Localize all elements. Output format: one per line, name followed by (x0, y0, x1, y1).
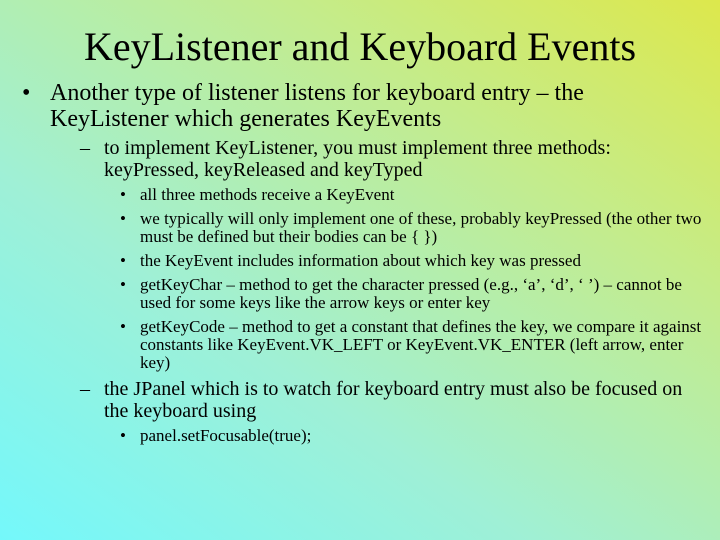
list-item-text: getKeyCode – method to get a constant that defines the key, we compare it against constants like KeyEvent.VK_LEFT or KeyEvent.VK_ENTER (left arrow, enter key) (140, 317, 702, 372)
sub-bullet-text: the JPanel which is to watch for keyboard entry must also be focused on the keyboard using (104, 378, 683, 422)
list-item-text: getKeyChar – method to get the character pressed (e.g., ‘a’, ‘d’, ‘ ’) – cannot be used for some keys like the arrow keys or enter key (140, 275, 682, 312)
bullet-main-text: Another type of listener listens for keyboard entry – the KeyListener which generates KeyEvents (50, 80, 584, 132)
list-item-text: we typically will only implement one of these, probably keyPressed (the other two must be defined but their bodies can be { }) (140, 209, 702, 246)
list-item-text: panel.setFocusable(true); (140, 426, 312, 445)
slide-title: KeyListener and Keyboard Events (83, 24, 637, 69)
bullet-marker: • (120, 209, 126, 228)
bullet-marker: • (22, 80, 31, 106)
bullet-list (22, 80, 702, 451)
bullet-marker: • (120, 275, 126, 294)
list-item (104, 186, 702, 204)
sub-bullet-implement (50, 137, 702, 372)
sub-sub-bullet-list (104, 186, 702, 372)
list-item (104, 210, 702, 246)
sub-bullet-list (50, 137, 702, 445)
list-item (104, 276, 702, 312)
list-item (104, 252, 702, 270)
bullet-marker: • (120, 317, 126, 336)
list-item (104, 318, 702, 372)
list-item (104, 427, 702, 445)
bullet-marker: • (120, 185, 126, 204)
sub-bullet-text: to implement KeyListener, you must implement three methods: keyPressed, keyReleased and keyTyped (104, 137, 611, 181)
sub-sub-bullet-list (104, 427, 702, 445)
dash-marker: – (80, 137, 90, 159)
sub-bullet-focus (50, 378, 702, 445)
bullet-marker: • (120, 251, 126, 270)
list-item-text: the KeyEvent includes information about which key was pressed (140, 251, 581, 270)
list-item-text: all three methods receive a KeyEvent (140, 185, 395, 204)
dash-marker: – (80, 378, 90, 400)
bullet-main (22, 80, 702, 445)
bullet-marker: • (120, 426, 126, 445)
